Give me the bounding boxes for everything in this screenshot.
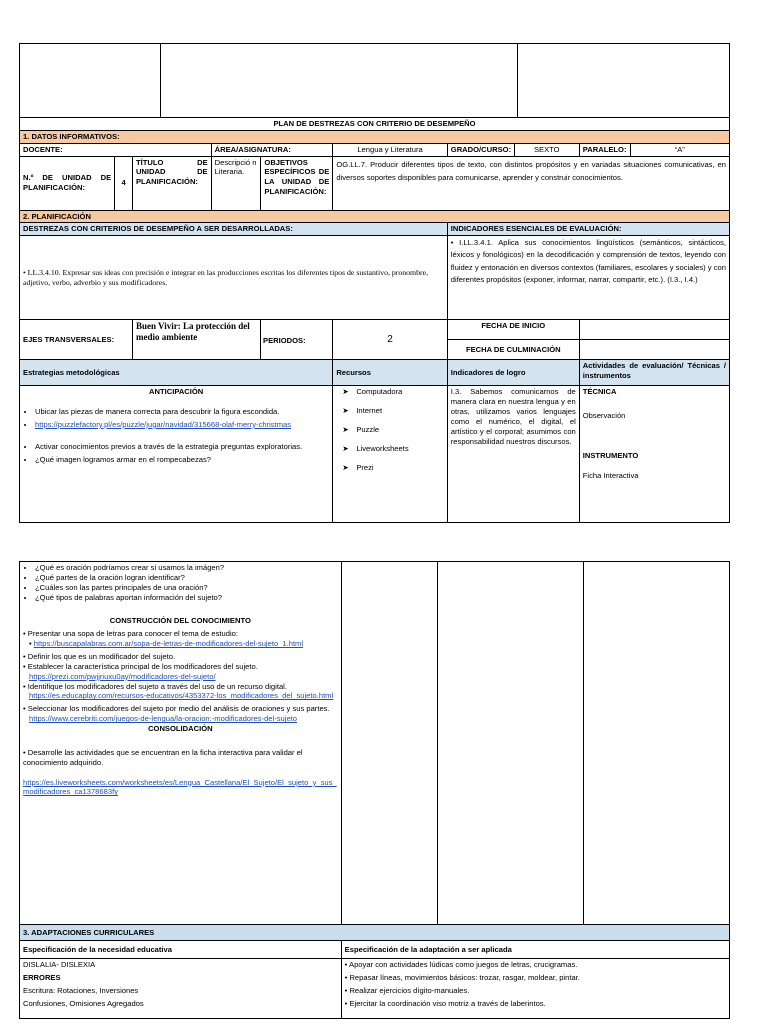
col-indicadores: Indicadores de logro [447,360,579,386]
recurso-item: ➤ Liveworksheets [342,443,409,453]
grado-value: SEXTO [533,144,560,154]
educaplay-link[interactable]: https://es.educaplay.com/recursos-educativos/4353372-los_modificadores_del_sujeto.html [29,691,334,701]
instrumento-label: INSTRUMENTO [582,451,639,461]
adaptation-item: • Repasar líneas, movimientos básicos: trozar, rasgar, moldear, pintar. [344,972,580,982]
anticipacion-item: • Ubicar las piezas de manera correcta para descubrir la figura escondida. [35,407,329,417]
recursos-cell [333,386,447,523]
header-divider-left [160,44,161,117]
sopa-letras-link[interactable]: https://buscapalabras.com.ar/sopa-de-letras-de-modificadores-del-sujeto_1.html [33,639,304,649]
need-item: Escritura: Rotaciones, Inversiones [23,985,139,995]
question-item: • ¿Cuáles son las partes principales de una oración? [35,583,338,593]
objetivos-value: OG.LL.7. Producir diferentes tipos de texto, con distintos propósitos y en variadas situaciones comunicativas, en diversos soportes disponibles para comunicarse, aprender y construir conocimientos. [333,156,730,210]
section3-title: 3. ADAPTACIONES CURRICULARES [20,925,730,941]
adaptation-item: • Apoyar con actividades lúdicas como juegos de letras, crucigramas. [344,960,578,969]
ejes-label: EJES TRANSVERSALES: [20,320,133,360]
titulo-value: Descripció n Literaria. [211,156,261,210]
construccion-title: CONSTRUCCIÓN DEL CONOCIMIENTO [109,616,251,626]
recurso-item: ➤ Puzzle [342,425,380,435]
actividades-cont-cell [584,562,730,925]
adaptation-item: • Realizar ejercicios dígito-manuales. [344,985,470,995]
necesidad-header: Especificación de la necesidad educativa [20,941,342,959]
anticipacion-link[interactable] [35,420,329,430]
estrategias-cont-cell: • ¿Qué es oración podríamos crear si usamos la imágen? • ¿Qué partes de la oración logran identificar? • ¿Cuáles son las partes principales de una oración? • ¿Qué tipos de palabras aportan información del sujeto? CONSTRUCCIÓN DEL CONOCIMIENTO • Presentar una sopa de letras para conocer el tema de estudio: • https://buscapalabras.com.ar/sopa-de-letras-de-modificadores-del-sujeto_1.html • Definir los que es un modificador del sujeto. • Establecer la característica principal de los modificadores del sujeto. https://prezi.com/pwjjriuxu0ay/modificadores-del-sujeto/ • Identifique los modificadores del sujeto a través del uso de un recurso digital. https://es.educaplay.com/recursos-educativos/4353372-los_modificadores_del_sujeto.html • Seleccionar los modificadores del sujeto por medio del análisis de oraciones y sus partes. https://www.cerebriti.com/juegos-de-lengua/la-oracion:-modificadores-del-sujeto CONSOLIDACIÓN • Desarrolle las actividades que se encuentran en la ficha interactiva para validar el conocimiento adquirido. https://es.liveworksheets.com/worksheets/es/Lengua_Castellana/El_Sujeto/El_sujeto_y_sus_modificadores_ca1378683fy [20,562,342,925]
section1-title: 1. DATOS INFORMATIVOS: [20,130,730,143]
construccion-item: Establecer la característica principal de los modificadores del sujeto. [27,661,258,671]
question-item: • ¿Qué tipos de palabras aportan información del sujeto? [35,593,338,603]
col-recursos: Recursos [333,360,447,386]
need-item: DISLALIA- DISLEXIA [23,960,96,969]
area-label: ÁREA/ASIGNATURA: [211,143,333,156]
adaptation-item: • Ejercitar la coordinación viso motriz a través de laberintos. [344,998,546,1008]
col-actividades: Actividades de evaluación/ Técnicas / instrumentos [579,360,729,386]
grado-cell [447,143,579,156]
tecnica-label: TÉCNICA [582,387,617,397]
plan-table-page2 [19,561,730,1019]
cerebriti-link[interactable]: https://www.cerebriti.com/juegos-de-lengua/la-oracion:-modificadores-del-sujeto [29,714,298,724]
docente-label: DOCENTE: [20,143,212,156]
adaptacion-header: Especificación de la adaptación a ser aplicada [341,941,729,959]
anticipacion-cell [20,386,333,523]
needs-cell [20,959,342,1019]
paralelo-label: PARALELO: [579,143,630,156]
unidad-label: N.º DE UNIDAD DE PLANIFICACIÓN: [20,156,115,210]
indicador-logro: I.3. Sabemos comunicarnos de manera clara en nuestra lengua y en otras, utilizamos varios lenguajes como el numérico, el digital, el artístico y el corporal; asumimos con responsabilidad nuestros discursos. [447,386,579,523]
anticipacion-title: ANTICIPACIÓN [149,387,204,397]
consolidacion-text: • Desarrolle las actividades que se encuentran en la ficha interactiva para validar el conocimiento adquirido. [23,747,303,767]
ejes-value: Buen Vivir: La protección del medio ambiente [132,320,260,360]
arrow-icon: ➤ [342,462,349,472]
periodos-value: 2 [333,320,447,360]
anticipacion-item: • ¿Qué imagen logramos armar en el rompecabezas? [35,455,329,465]
header-box [19,43,730,118]
objetivos-label: OBJETIVOS ESPECÍFICOS DE LA UNIDAD DE PLANIFICACIÓN: [261,156,333,210]
fecha-culminacion-label: FECHA DE CULMINACIÓN [447,340,579,360]
area-value: Lengua y Literatura [333,143,447,156]
destreza-text: • LL.3.4.10. Expresar sus ideas con precisión e integrar en las producciones escritas los diferentes tipos de sustantivo, pronombre, adjetivo, verbo, adverbio y sus modificadores. [20,236,448,320]
indicadores-cont-cell [437,562,584,925]
col-estrategias: Estrategias metodológicas [20,360,333,386]
instrumento-value: Ficha Interactiva [582,470,639,480]
arrow-icon: ➤ [342,387,349,397]
plan-title: PLAN DE DESTREZAS CON CRITERIO DE DESEMPEÑO [20,118,730,131]
periodos-label: PERIODOS: [263,336,306,345]
indicadores-header: INDICADORES ESENCIALES DE EVALUACIÓN: [447,223,729,236]
recurso-item: ➤ Prezi [342,462,374,472]
consolidacion-title: CONSOLIDACIÓN [148,724,213,734]
unidad-value: 4 [115,156,133,210]
need-item: ERRORES [23,972,61,982]
anticipacion-item: • Activar conocimientos previos a través de la estrategia preguntas exploratorias. [35,442,329,452]
indicador-text: • I.LL.3.4.1. Aplica sus conocimientos lingüísticos (semánticos, sintácticos, léxicos y fonológicos) en la decodificación y comprensión de textos, leyendo con fluidez y entonación en diversos contextos (familiares, escolares y sociales) y con diferentes propósitos (exponer, informar, narrar, compartir, etc.). (I.3., I.4.) [447,236,729,320]
arrow-icon: ➤ [342,425,349,435]
fecha-culminacion-value [579,340,729,360]
liveworksheets-link[interactable]: https://es.liveworksheets.com/worksheets/es/Lengua_Castellana/El_Sujeto/El_sujeto_y_sus_modificadores_ca1378683fy [23,777,337,797]
adaptations-cell [341,959,729,1019]
puzzle-link[interactable]: https://puzzlefactory.pl/es/puzzle/jugar/navidad/315668-olaf-merry-christmas [35,420,292,430]
evaluacion-cell [579,386,729,523]
paralelo-value: “A” [630,143,730,156]
recurso-item: ➤ Internet [342,406,383,416]
question-item: • ¿Qué es oración podríamos crear si usamos la imágen? [35,563,338,573]
recurso-item: ➤ Computadora [342,387,403,397]
fecha-inicio-label: FECHA DE INICIO [447,320,579,340]
header-divider-right [517,44,518,117]
grado-label: GRADO/CURSO: [448,144,515,156]
destrezas-header: DESTREZAS CON CRITERIOS DE DESEMPEÑO A SER DESARROLLADAS: [20,223,448,236]
prezi-link[interactable]: https://prezi.com/pwjjriuxu0ay/modificadores-del-sujeto/ [29,671,216,681]
section2-title: 2. PLANIFICACIÓN [20,210,730,223]
fecha-inicio-value [579,320,729,340]
construccion-item: Definir los que es un modificador del sujeto. [27,652,176,662]
construccion-item: Identifique los modificadores del sujeto a través del uso de un recurso digital. [27,681,287,691]
plan-table-page1 [19,117,730,523]
recursos-cont-cell [341,562,437,925]
question-item: • ¿Qué partes de la oración logran identificar? [35,573,338,583]
need-item: Confusiones, Omisiones Agregados [23,998,144,1008]
arrow-icon: ➤ [342,443,349,453]
construccion-item: Presentar una sopa de letras para conocer el tema de estudio: [27,629,239,639]
tecnica-value: Observación [582,411,626,421]
construccion-item: Seleccionar los modificadores del sujeto por medio del análisis de oraciones y sus partes. [27,704,330,714]
arrow-icon: ➤ [342,406,349,416]
titulo-label: TÍTULO DE UNIDAD DE PLANIFICACIÓN: [132,156,211,210]
